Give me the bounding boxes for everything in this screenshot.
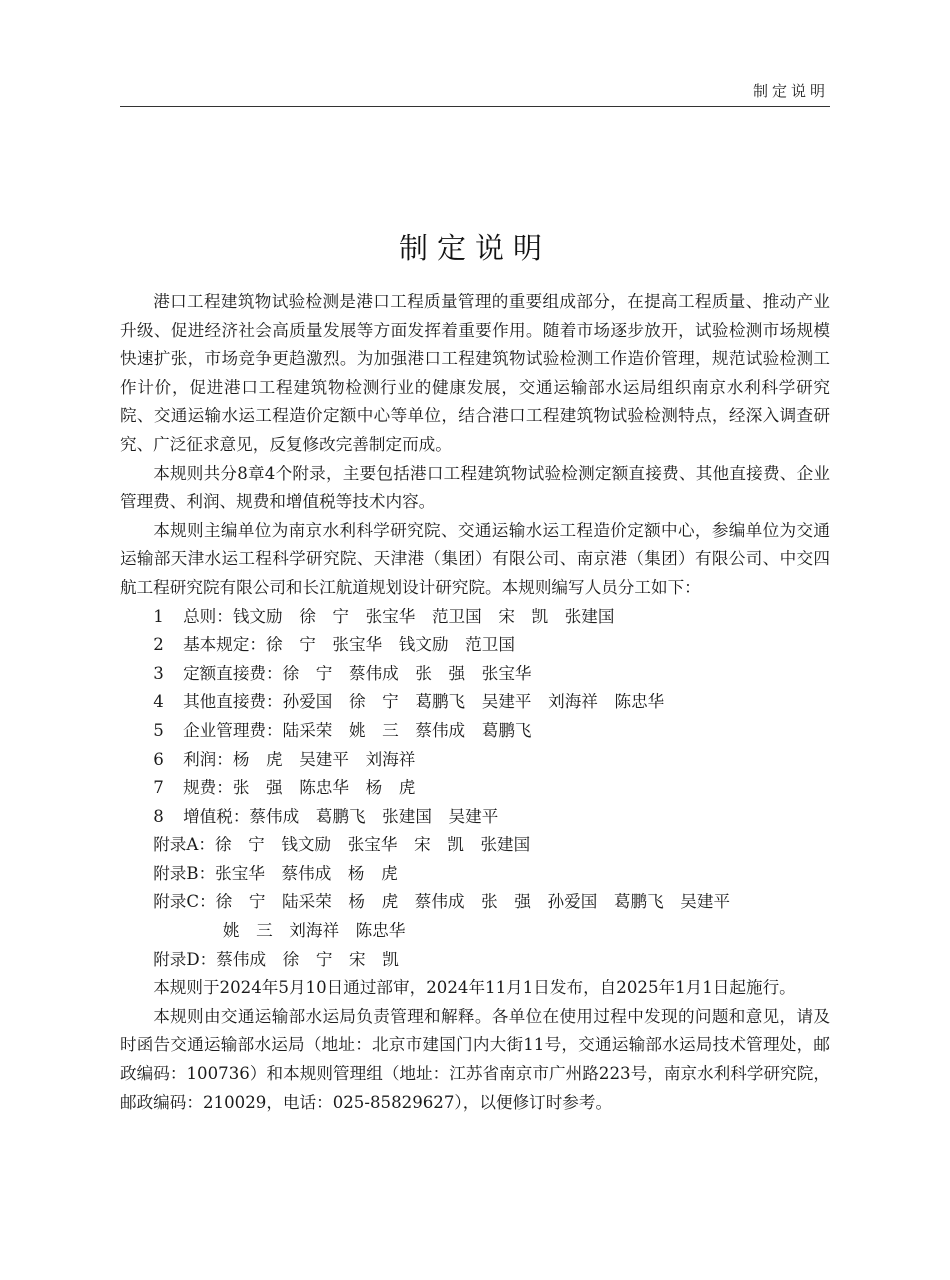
list-item bbox=[120, 946, 830, 975]
paragraph-authors: 本规则主编单位为南京水利科学研究院、交通运输水运工程造价定额中心，参编单位为交通运输部天津水运工程科学研究院、天津港（集团）有限公司、南京港（集团）有限公司、中交四航工程研究院有限公司和长江航道规划设计研究院。本规则编写人员分工如下： bbox=[120, 520, 830, 597]
chapter-number: 1 bbox=[153, 606, 164, 626]
list-item bbox=[120, 660, 830, 689]
page-title: 制定说明 bbox=[398, 231, 551, 265]
paragraph-effective-date: 本规则于2024年5月10日通过部审，2024年11月1日发布，自2025年1月1日起施行。 bbox=[153, 978, 796, 998]
header-rule bbox=[120, 106, 830, 107]
list-item bbox=[120, 774, 830, 803]
chapter-author-list bbox=[120, 603, 830, 975]
chapter-number: 5 bbox=[153, 720, 164, 740]
chapter-authors: 定额直接费：徐 宁 蔡伟成 张 强 张宝华 bbox=[183, 663, 532, 683]
chapter-number: 7 bbox=[153, 778, 164, 798]
chapter-authors: 企业管理费：陆采荣 姚 三 蔡伟成 葛鹏飞 bbox=[183, 720, 532, 740]
list-item bbox=[120, 888, 830, 945]
list-item bbox=[120, 603, 830, 632]
chapter-number: 2 bbox=[153, 635, 164, 655]
list-item bbox=[120, 631, 830, 660]
chapter-authors: 其他直接费：孙爱国 徐 宁 葛鹏飞 吴建平 刘海祥 陈忠华 bbox=[183, 692, 665, 712]
list-item bbox=[120, 717, 830, 746]
chapter-authors: 规费：张 强 陈忠华 杨 虎 bbox=[183, 778, 416, 798]
list-item bbox=[120, 803, 830, 832]
list-item bbox=[120, 831, 830, 860]
appendix-authors: 附录C：徐 宁 陆采荣 杨 虎 蔡伟成 张 强 孙爱国 葛鹏飞 吴建平 bbox=[153, 892, 731, 912]
chapter-authors: 增值税：蔡伟成 葛鹏飞 张建国 吴建平 bbox=[183, 806, 499, 826]
appendix-authors: 附录B：张宝华 蔡伟成 杨 虎 bbox=[153, 863, 398, 883]
running-head: 制定说明 bbox=[752, 82, 829, 100]
document-body bbox=[120, 288, 830, 1117]
list-item bbox=[120, 746, 830, 775]
paragraph-contact: 本规则由交通运输部水运局负责管理和解释。各单位在使用过程中发现的问题和意见，请及时函告交通运输部水运局（地址：北京市建国门内大街11号，交通运输部水运局技术管理处，邮政编码：100736）和本规则管理组（地址：江苏省南京市广州路223号，南京水利科学研究院，邮政编码：210029，电话：025-85829627），以便修订时参考。 bbox=[120, 1006, 830, 1112]
list-item bbox=[120, 860, 830, 889]
chapter-authors: 利润：杨 虎 吴建平 刘海祥 bbox=[183, 749, 416, 769]
chapter-number: 3 bbox=[153, 663, 164, 683]
chapter-number: 8 bbox=[153, 806, 164, 826]
appendix-authors-continued: 姚 三 刘海祥 陈忠华 bbox=[222, 921, 406, 941]
paragraph-intro: 港口工程建筑物试验检测是港口工程质量管理的重要组成部分，在提高工程质量、推动产业升级、促进经济社会高质量发展等方面发挥着重要作用。随着市场逐步放开，试验检测市场规模快速扩张，市场竞争更趋激烈。为加强港口工程建筑物试验检测工作造价管理，规范试验检测工作计价，促进港口工程建筑物检测行业的健康发展，交通运输部水运局组织南京水利科学研究院、交通运输水运工程造价定额中心等单位，结合港口工程建筑物试验检测特点，经深入调查研究、广泛征求意见，反复修改完善制定而成。 bbox=[120, 292, 830, 454]
chapter-authors: 总则：钱文励 徐 宁 张宝华 范卫国 宋 凯 张建国 bbox=[183, 606, 615, 626]
chapter-number: 4 bbox=[153, 692, 164, 712]
appendix-authors: 附录A：徐 宁 钱文励 张宝华 宋 凯 张建国 bbox=[153, 835, 531, 855]
list-item bbox=[120, 688, 830, 717]
chapter-number: 6 bbox=[153, 749, 164, 769]
appendix-authors: 附录D：蔡伟成 徐 宁 宋 凯 bbox=[153, 949, 399, 969]
chapter-authors: 基本规定：徐 宁 张宝华 钱文励 范卫国 bbox=[183, 635, 515, 655]
paragraph-scope: 本规则共分8章4个附录，主要包括港口工程建筑物试验检测定额直接费、其他直接费、企业管理费、利润、规费和增值税等技术内容。 bbox=[120, 463, 830, 512]
